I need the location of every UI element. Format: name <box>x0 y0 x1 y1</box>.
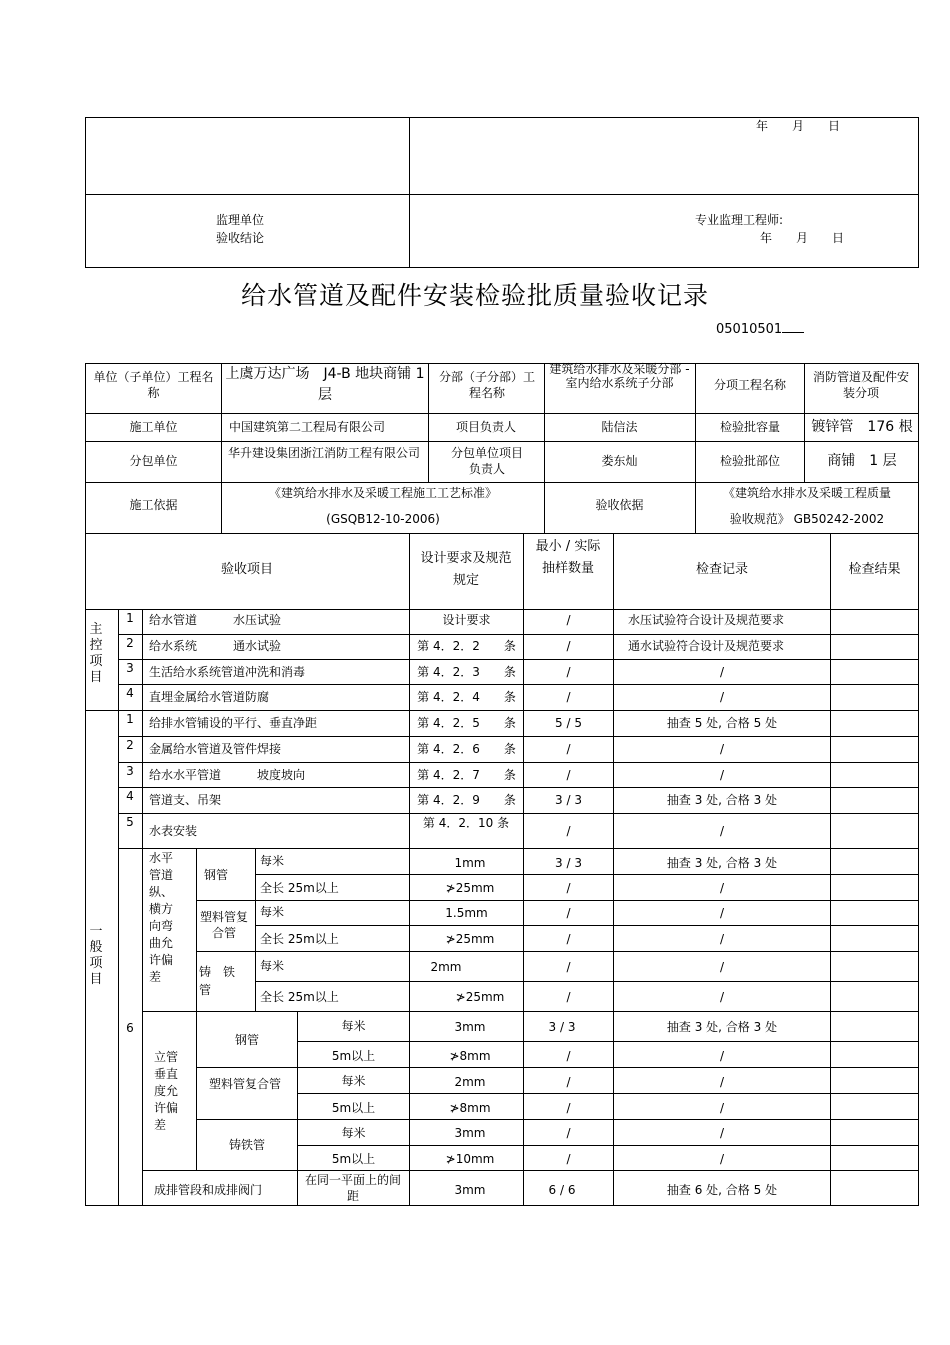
row-record: / <box>719 1126 725 1140</box>
row-cond: 每米 <box>341 1126 366 1140</box>
row-sample: / <box>566 768 571 782</box>
row-design: 第 4．2．4 条 <box>417 690 516 704</box>
row-record: / <box>719 665 725 679</box>
row-sample: / <box>566 613 571 627</box>
row-sample: / <box>566 665 571 679</box>
row-cond: 每米 <box>260 959 285 973</box>
row-sample: 3 / 3 <box>555 856 582 870</box>
row-sample: / <box>566 1101 571 1115</box>
row-design: 3mm <box>454 1126 486 1140</box>
row-sample: / <box>566 990 571 1004</box>
v-plastic-label: 塑料管复合管 <box>208 1077 281 1091</box>
v-cast-label: 铸铁管 <box>228 1138 265 1152</box>
row-design: 第 4．2．5 条 <box>417 716 516 730</box>
row-sample: / <box>566 1075 571 1089</box>
row-sample: / <box>566 932 571 946</box>
subcontractor-value: 华升建设集团浙江消防工程有限公司 <box>227 446 420 460</box>
row-name: 水表安装 <box>149 824 198 838</box>
division-value: 建筑给水排水及采暖分部 - 室内给水系统子分部 <box>549 362 690 390</box>
row-record: / <box>719 960 725 974</box>
row-record: 抽查 5 处, 合格 5 处 <box>666 716 778 730</box>
row-design: 第 4．2．2 条 <box>417 639 516 653</box>
row-no: 3 <box>126 764 134 778</box>
row-name: 直埋金属给水管道防腐 <box>149 690 270 704</box>
construction-unit-value: 中国建筑第二工程局有限公司 <box>229 420 386 434</box>
acceptance-conclusion-label: 验收结论 <box>215 231 264 245</box>
horizontal-deviation-label: 水平管道纵、横方向弯曲允许偏差 <box>149 851 174 984</box>
row-no: 1 <box>126 712 134 726</box>
general-items-label: 一般项目 <box>89 924 103 987</box>
date-line-1: 年 月 日 <box>756 119 841 133</box>
row-sample: / <box>566 881 571 895</box>
row-record: / <box>719 824 725 838</box>
row-design: 2mm <box>454 1075 486 1089</box>
batch-capacity-label: 检验批容量 <box>719 420 780 434</box>
item-6-no: 6 <box>126 1021 134 1035</box>
column-design: 设计要求及规范规定 <box>420 551 512 588</box>
row-record: 抽查 3 处, 合格 3 处 <box>666 793 778 807</box>
row-record: / <box>719 932 725 946</box>
row-design: 第 4．2．3 条 <box>417 665 516 679</box>
row-name: 成排管段和成排阀门 <box>154 1183 263 1197</box>
row-record: / <box>719 1075 725 1089</box>
row-design: 第 4．2．10 条 <box>422 816 510 830</box>
column-result: 检查结果 <box>848 562 901 577</box>
row-sample: / <box>566 824 571 838</box>
row-sample: / <box>566 742 571 756</box>
row-sample: 6 / 6 <box>548 1183 576 1197</box>
row-name: 给水水平管道 坡度坡向 <box>149 768 306 782</box>
row-no: 5 <box>126 815 134 829</box>
batch-location-label: 检验批部位 <box>719 454 780 468</box>
v-steel-label: 钢管 <box>234 1033 259 1047</box>
row-cond: 5m以上 <box>331 1049 376 1063</box>
project-lead-value: 陆信法 <box>601 420 638 434</box>
row-cond: 全长 25m以上 <box>260 990 339 1004</box>
vertical-deviation-label: 立管垂直度允许偏差 <box>154 1050 179 1132</box>
row-design: 第 4．2．7 条 <box>417 768 516 782</box>
row-cond: 5m以上 <box>331 1152 376 1166</box>
row-design: ≯8mm <box>449 1049 491 1063</box>
row-cond: 每米 <box>341 1074 366 1088</box>
record-code: 05010501 <box>716 322 804 337</box>
unit-name-label: 单位（子单位）工程名称 <box>93 370 214 400</box>
row-sample: 5 / 5 <box>555 716 582 730</box>
row-design: 2mm <box>430 960 462 974</box>
construction-basis-label: 施工依据 <box>129 498 178 512</box>
acceptance-basis-value-2: 验收规范》 GB50242-2002 <box>729 512 885 526</box>
row-no: 4 <box>126 789 134 803</box>
row-design: ≯25mm <box>455 990 505 1004</box>
acceptance-basis-value-1: 《建筑给水排水及采暖工程质量 <box>722 486 891 500</box>
row-no: 3 <box>126 661 134 675</box>
row-design: 3mm <box>454 1020 486 1034</box>
row-sample: 3 / 3 <box>555 793 582 807</box>
row-record: / <box>719 990 725 1004</box>
row-no: 1 <box>126 611 134 625</box>
batch-capacity-value: 镀锌管 176 根 <box>811 419 913 435</box>
row-design: 第 4．2．9 条 <box>417 793 516 807</box>
row-cond: 5m以上 <box>331 1101 376 1115</box>
supervisor-unit-label: 监理单位 <box>215 213 264 227</box>
row-no: 2 <box>126 636 134 650</box>
row-record: 水压试验符合设计及规范要求 <box>628 613 785 627</box>
row-cond: 每米 <box>260 854 285 868</box>
row-design: ≯8mm <box>449 1101 491 1115</box>
construction-basis-value-1: 《建筑给水排水及采暖工程施工工艺标准》 <box>268 486 497 500</box>
row-design: 3mm <box>454 1183 486 1197</box>
construction-unit-label: 施工单位 <box>129 420 178 434</box>
row-design: ≯25mm <box>445 881 495 895</box>
row-sample: / <box>566 1152 571 1166</box>
column-sample: 最小 / 实际抽样数量 <box>535 539 601 576</box>
row-record: / <box>719 906 725 920</box>
row-name: 给水管道 水压试验 <box>149 613 282 627</box>
row-record: / <box>719 768 725 782</box>
row-design: 第 4．2．6 条 <box>417 742 516 756</box>
row-no: 2 <box>126 738 134 752</box>
unit-name-value: 上虞万达广场 J4-B 地块商铺 1 层 <box>225 366 425 403</box>
row-record: / <box>719 690 725 704</box>
page-title: 给水管道及配件安装检验批质量验收记录 <box>240 281 709 310</box>
row-record: / <box>719 742 725 756</box>
plastic-label: 塑料管复合管 <box>199 910 248 940</box>
row-record: 通水试验符合设计及规范要求 <box>628 639 785 653</box>
row-cond: 每米 <box>260 905 285 919</box>
supervisor-engineer-label: 专业监理工程师: <box>695 213 784 227</box>
row-design: 设计要求 <box>442 613 491 627</box>
steel-label: 钢管 <box>203 868 228 882</box>
subitem-label: 分项工程名称 <box>713 378 786 392</box>
row-sample: / <box>566 960 571 974</box>
row-sample: / <box>566 1126 571 1140</box>
row-name: 生活给水系统管道冲洗和消毒 <box>149 665 306 679</box>
row-record: / <box>719 1152 725 1166</box>
row-cond: 在同一平面上的间距 <box>304 1173 401 1203</box>
row-cond: 全长 25m以上 <box>260 932 339 946</box>
subcontractor-label: 分包单位 <box>129 454 178 468</box>
row-sample: / <box>566 690 571 704</box>
project-lead-label: 项目负责人 <box>455 420 516 434</box>
row-design: ≯25mm <box>445 932 495 946</box>
row-design: 1.5mm <box>445 906 488 920</box>
row-design: ≯10mm <box>445 1152 495 1166</box>
sub-lead-label: 分包单位项目负责人 <box>450 446 523 476</box>
batch-location-value: 商铺 1 层 <box>827 453 897 469</box>
column-record: 检查记录 <box>695 562 748 577</box>
acceptance-basis-label: 验收依据 <box>595 498 644 512</box>
row-name: 给水系统 通水试验 <box>149 639 282 653</box>
row-no: 4 <box>126 686 134 700</box>
row-record: / <box>719 1101 725 1115</box>
column-item: 验收项目 <box>220 562 273 577</box>
row-record: / <box>719 881 725 895</box>
row-sample: 3 / 3 <box>548 1020 576 1034</box>
row-record: 抽查 6 处, 合格 5 处 <box>666 1183 778 1197</box>
row-cond: 每米 <box>341 1019 366 1033</box>
row-name: 给排水管铺设的平行、垂直净距 <box>149 716 318 730</box>
row-cond: 全长 25m以上 <box>260 881 339 895</box>
date-line-2: 年 月 日 <box>760 231 845 245</box>
main-control-label: 主控项目 <box>89 622 103 685</box>
row-record: 抽查 3 处, 合格 3 处 <box>666 856 778 870</box>
row-record: / <box>719 1049 725 1063</box>
row-design: 1mm <box>454 856 486 870</box>
subitem-value: 消防管道及配件安装分项 <box>812 370 909 400</box>
row-name: 金属给水管道及管件焊接 <box>149 742 282 756</box>
construction-basis-value-2: (GSQB12-10-2006) <box>326 512 440 526</box>
sub-lead-value: 娄东灿 <box>601 454 638 468</box>
row-record: 抽查 3 处, 合格 3 处 <box>666 1020 778 1034</box>
row-name: 管道支、吊架 <box>149 793 222 807</box>
row-sample: / <box>566 639 571 653</box>
cast-iron-label: 铸 铁管 <box>199 965 236 997</box>
row-sample: / <box>566 906 571 920</box>
row-sample: / <box>566 1049 571 1063</box>
division-label: 分部（子分部）工程名称 <box>438 370 535 400</box>
